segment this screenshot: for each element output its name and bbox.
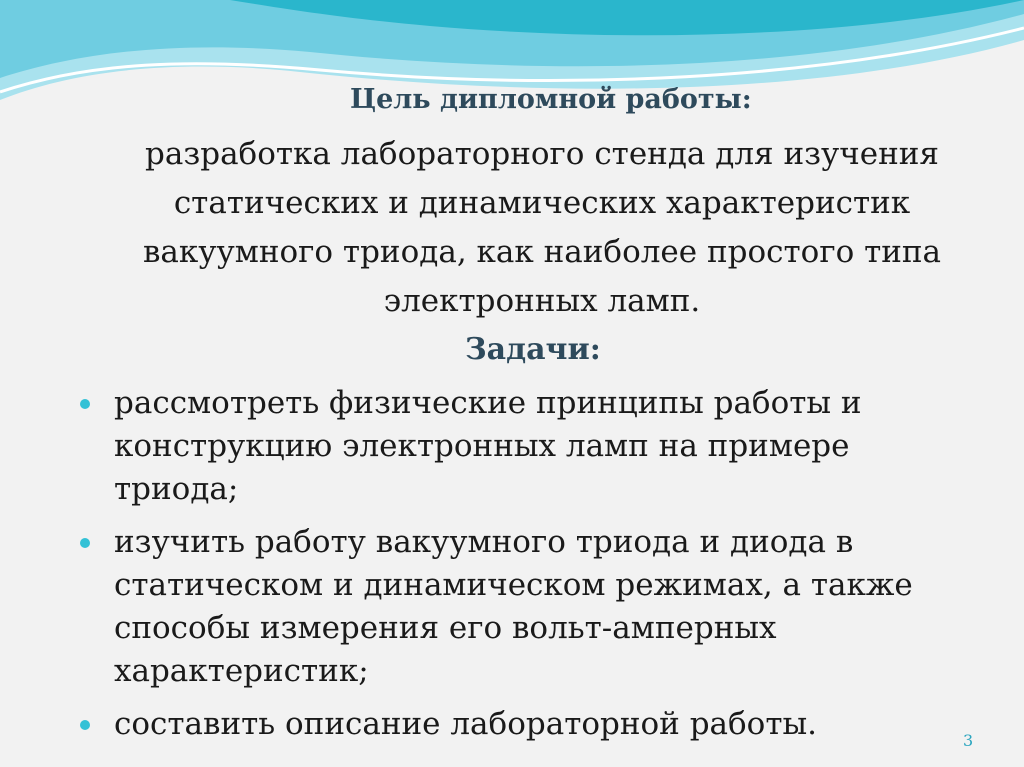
task-text xyxy=(114,521,960,693)
goal-heading: Цель дипломной работы: xyxy=(350,84,752,115)
list-item xyxy=(80,382,960,511)
goal-line: электронных ламп. xyxy=(383,283,701,319)
task-line: рассмотреть физические принципы работы и xyxy=(114,385,862,421)
round-bullet-icon xyxy=(80,399,90,409)
round-bullet-icon xyxy=(80,720,90,730)
task-list xyxy=(80,382,960,756)
round-bullet-icon xyxy=(80,538,90,548)
tasks-heading: Задачи: xyxy=(465,332,601,367)
goal-line: разработка лабораторного стенда для изучения xyxy=(145,136,939,172)
task-line: конструкцию электронных ламп на примере xyxy=(114,428,850,464)
goal-line: вакуумного триода, как наиболее простого типа xyxy=(142,234,942,270)
task-line: статическом и динамическом режимах, а также xyxy=(114,567,913,603)
task-text xyxy=(114,382,960,511)
task-line: изучить работу вакуумного триода и диода в xyxy=(114,524,854,560)
task-line: способы измерения его вольт-амперных xyxy=(114,610,777,646)
page-number: 3 xyxy=(963,731,974,750)
task-line: составить описание лабораторной работы. xyxy=(114,706,818,742)
task-line: характеристик; xyxy=(114,653,369,689)
task-text xyxy=(114,703,960,746)
goal-description xyxy=(40,130,1024,326)
task-line: триода; xyxy=(114,471,239,507)
list-item xyxy=(80,521,960,693)
goal-line: статических и динамических характеристик xyxy=(173,185,911,221)
list-item xyxy=(80,703,960,746)
